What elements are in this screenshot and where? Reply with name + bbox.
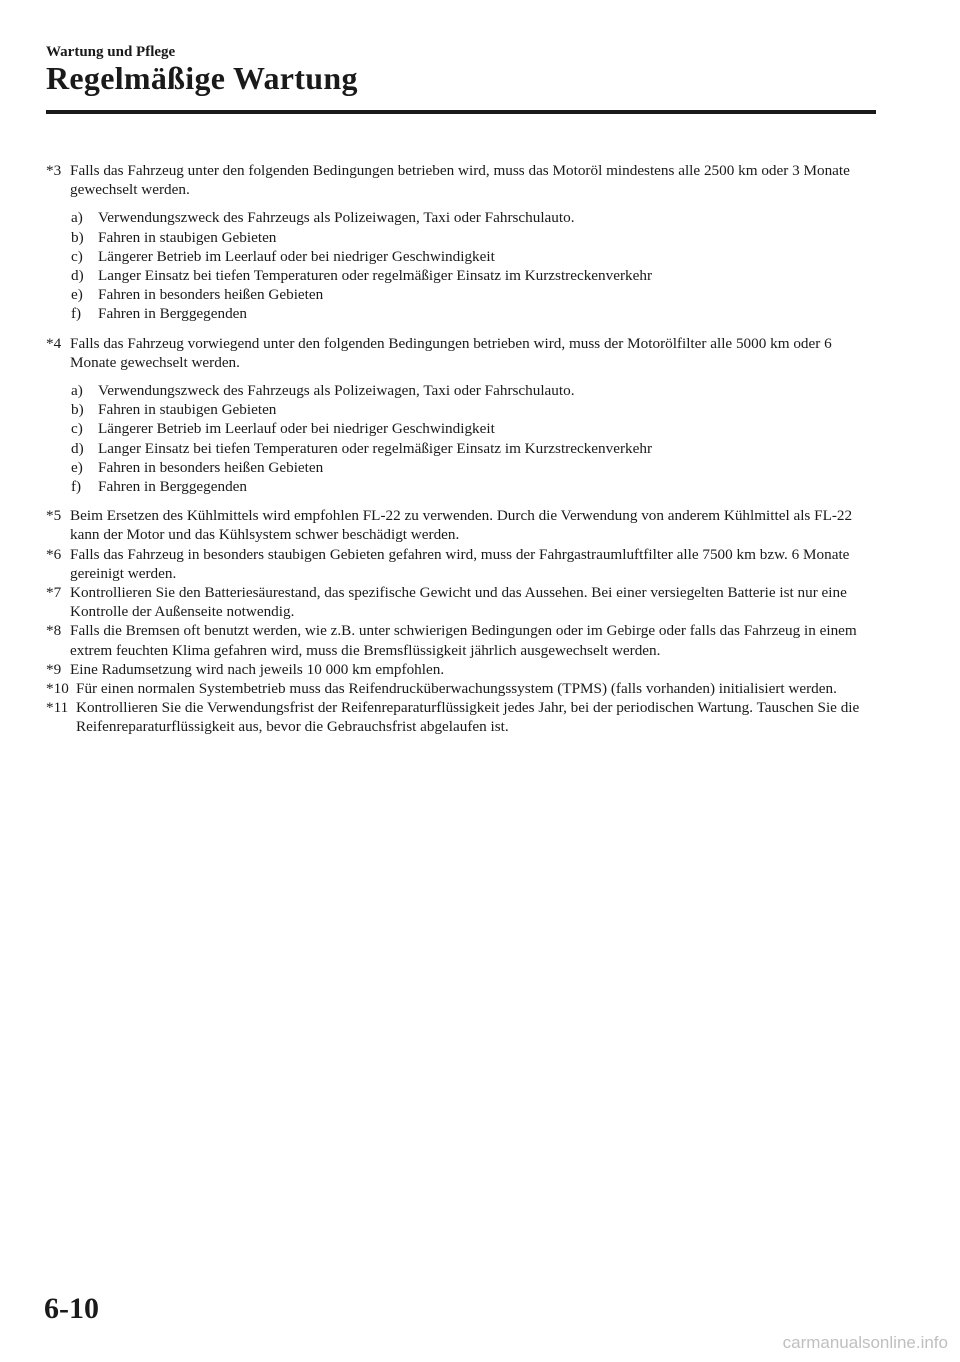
list-text: Langer Einsatz bei tiefen Temperaturen oder regelmäßiger Einsatz im Kurzstreckenverkehr (98, 267, 653, 285)
footnote-text: Falls das Fahrzeug vorwiegend unter den folgenden Bedingungen betrieben wird, muss der Motorölfilter alle 5000 km oder 6 Monate gewechselt werden. (70, 334, 832, 371)
footnote-9 (46, 660, 876, 679)
footnote-marker: *9 (46, 660, 62, 678)
list-letter: c) (71, 420, 83, 438)
list-letter: d) (71, 439, 84, 457)
footnote-text: Kontrollieren Sie die Verwendungsfrist der Reifenreparaturflüssigkeit jedes Jahr, bei der periodischen Wartung. Tauschen Sie die Reifenreparaturflüssigkeit aus, bevor die Gebrauchsfrist abgelaufen ist. (76, 699, 860, 736)
section-label: Wartung und Pflege (46, 44, 176, 60)
list-item (71, 439, 876, 458)
list-item (71, 247, 876, 266)
page-title: Regelmäßige Wartung (46, 60, 358, 96)
list-item (71, 400, 876, 419)
footnote-marker: *5 (46, 507, 62, 525)
list-letter: e) (71, 458, 83, 476)
condition-list (46, 208, 876, 323)
watermark: carmanualsonline.info (782, 1333, 948, 1352)
list-letter: b) (71, 401, 84, 419)
title-rule (46, 110, 876, 114)
footnote-text: Falls die Bremsen oft benutzt werden, wie z.B. unter schwierigen Bedingungen oder im Gebirge oder falls das Fahrzeug in einem extrem feuchten Klima gefahren wird, muss die Bremsflüssigkeit jährlich ausgewechselt werden. (70, 622, 857, 659)
footnote-marker: *7 (46, 584, 62, 602)
footnote-6 (46, 545, 876, 583)
footnote-text: Für einen normalen Systembetrieb muss das Reifendrucküberwachungssystem (TPMS) (falls vorhanden) initialisiert werden. (76, 680, 837, 698)
list-item (71, 381, 876, 400)
list-letter: f) (71, 478, 82, 496)
footnote-marker: *3 (46, 162, 62, 179)
footnote-text: Eine Radumsetzung wird nach jeweils 10 000 km empfohlen. (70, 660, 445, 678)
footnote-3 (46, 161, 876, 199)
list-item (71, 285, 876, 304)
footnote-4 (46, 334, 876, 372)
footnote-text: Falls das Fahrzeug unter den folgenden Bedingungen betrieben wird, muss das Motoröl mindestens alle 2500 km oder 3 Monate gewechselt werden. (70, 162, 850, 199)
list-letter: c) (71, 247, 83, 265)
list-text: Fahren in staubigen Gebieten (98, 228, 277, 246)
footnote-7 (46, 583, 876, 621)
list-text: Fahren in Berggegenden (98, 305, 248, 323)
condition-list (46, 381, 876, 496)
list-text: Verwendungszweck des Fahrzeugs als Polizeiwagen, Taxi oder Fahrschulauto. (98, 382, 575, 400)
footnote-marker: *8 (46, 622, 62, 640)
footnote-marker: *11 (46, 699, 69, 717)
list-item (71, 419, 876, 438)
footnote-text: Beim Ersetzen des Kühlmittels wird empfohlen FL-22 zu verwenden. Durch die Verwendung von anderem Kühlmittel als FL-22 kann der Motor und das Kühlsystem schwer beschädigt werden. (70, 507, 853, 544)
list-letter: f) (71, 305, 82, 323)
list-text: Längerer Betrieb im Leerlauf oder bei niedriger Geschwindigkeit (98, 420, 495, 438)
footnote-10 (46, 679, 876, 698)
footnote-marker: *4 (46, 334, 62, 352)
list-letter: a) (71, 382, 83, 400)
list-item (71, 228, 876, 247)
page-number: 6-10 (44, 1292, 99, 1325)
list-text: Fahren in besonders heißen Gebieten (98, 458, 324, 476)
list-text: Langer Einsatz bei tiefen Temperaturen oder regelmäßiger Einsatz im Kurzstreckenverkehr (98, 439, 653, 457)
footnotes (46, 161, 876, 737)
list-text: Längerer Betrieb im Leerlauf oder bei niedriger Geschwindigkeit (98, 247, 495, 265)
footnote-marker: *10 (46, 680, 69, 698)
list-item (71, 458, 876, 477)
list-item (71, 208, 876, 227)
list-letter: e) (71, 286, 83, 304)
list-item (71, 477, 876, 496)
footnote-11 (46, 698, 876, 736)
footnote-text: Falls das Fahrzeug in besonders staubigen Gebieten gefahren wird, muss der Fahrgastraumluftfilter alle 7500 km bzw. 6 Monate gereinigt werden. (70, 545, 850, 582)
list-item (71, 266, 876, 285)
list-text: Fahren in Berggegenden (98, 478, 248, 496)
list-item (71, 304, 876, 323)
list-text: Fahren in staubigen Gebieten (98, 401, 277, 419)
footnote-5 (46, 506, 876, 544)
list-letter: d) (71, 267, 84, 285)
footnote-8 (46, 621, 876, 659)
list-letter: b) (71, 228, 84, 246)
list-text: Fahren in besonders heißen Gebieten (98, 286, 324, 304)
footnote-text: Kontrollieren Sie den Batteriesäurestand, das spezifische Gewicht und das Aussehen. Bei einer versiegelten Batterie ist nur eine Kontrolle der Außenseite notwendig. (70, 584, 847, 621)
list-letter: a) (71, 209, 83, 227)
list-text: Verwendungszweck des Fahrzeugs als Polizeiwagen, Taxi oder Fahrschulauto. (98, 209, 575, 227)
footnote-marker: *6 (46, 545, 62, 563)
